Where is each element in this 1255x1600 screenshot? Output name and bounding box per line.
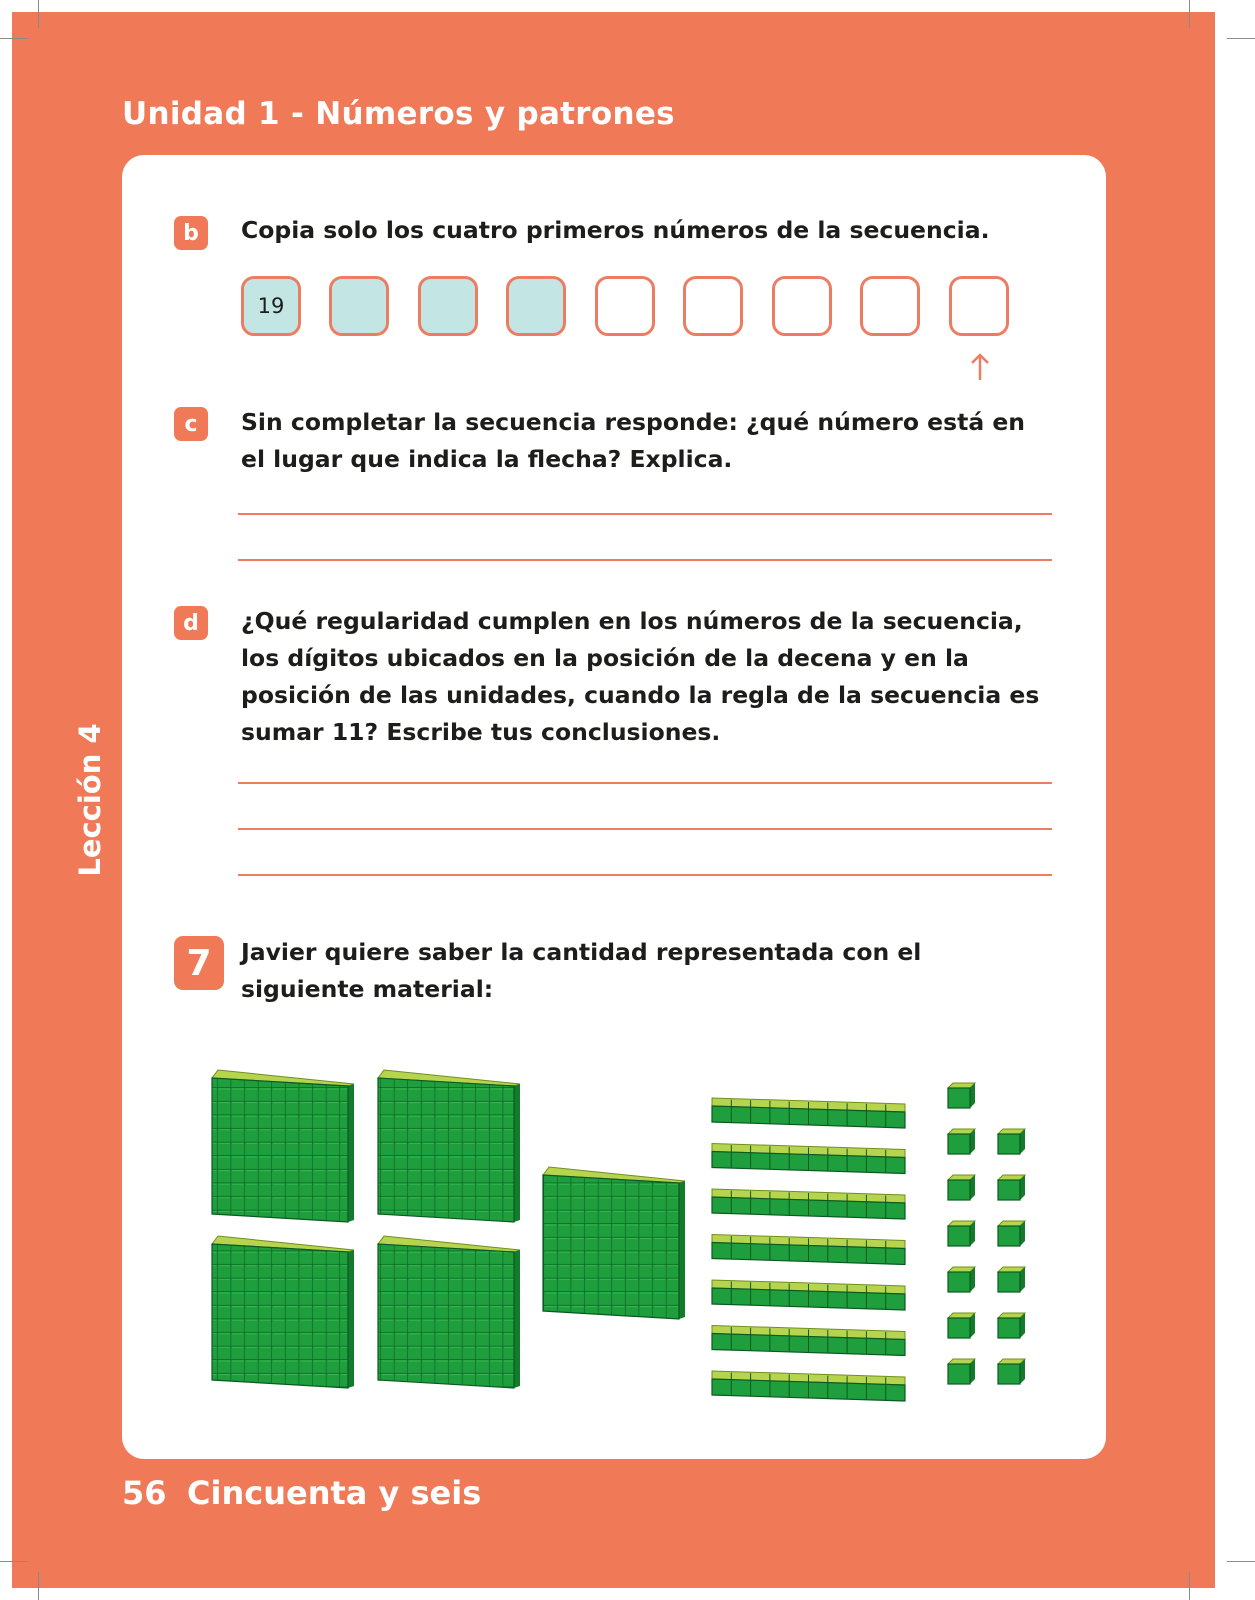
ten-rod bbox=[712, 1235, 905, 1265]
ten-rod bbox=[712, 1098, 905, 1128]
sequence-box-1[interactable]: 19 bbox=[241, 276, 301, 336]
hundred-flat bbox=[378, 1236, 520, 1388]
question-7-line-1: Javier quiere saber la cantidad representada con el bbox=[241, 938, 922, 966]
unit-cube bbox=[998, 1129, 1025, 1154]
unit-cube bbox=[948, 1359, 975, 1384]
unit-cube bbox=[948, 1267, 975, 1292]
unit-cube bbox=[998, 1267, 1025, 1292]
question-d-badge: d bbox=[174, 606, 208, 640]
question-c-line-1: Sin completar la secuencia responde: ¿qué número está en bbox=[241, 408, 1026, 436]
question-d-line-1: ¿Qué regularidad cumplen en los números de la secuencia, bbox=[241, 607, 1023, 635]
hundred-flat bbox=[543, 1167, 685, 1319]
hundred-flat bbox=[212, 1236, 354, 1388]
unit-cube bbox=[998, 1359, 1025, 1384]
unit-cube bbox=[948, 1129, 975, 1154]
unit-cube bbox=[948, 1221, 975, 1246]
question-7-badge: 7 bbox=[174, 936, 224, 990]
unit-cube bbox=[948, 1175, 975, 1200]
unit-cube bbox=[948, 1083, 975, 1108]
hundred-flat bbox=[378, 1070, 520, 1222]
unit-cube bbox=[998, 1175, 1025, 1200]
hundred-flat bbox=[212, 1070, 354, 1222]
question-b-text: Copia solo los cuatro primeros números de la secuencia. bbox=[241, 216, 990, 244]
ten-rod bbox=[712, 1189, 905, 1219]
page-number-words: Cincuenta y seis bbox=[187, 1474, 482, 1512]
ten-rod bbox=[712, 1326, 905, 1356]
page-number: 56 bbox=[122, 1474, 167, 1512]
unit-cube bbox=[998, 1221, 1025, 1246]
ten-rod bbox=[712, 1280, 905, 1310]
question-c-line-2: el lugar que indica la flecha? Explica. bbox=[241, 445, 733, 473]
question-b-badge: b bbox=[174, 216, 208, 250]
question-d-line-3: posición de las unidades, cuando la regla de la secuencia es bbox=[241, 681, 1040, 709]
unit-title: Unidad 1 - Números y patrones bbox=[122, 96, 675, 132]
unit-cube bbox=[948, 1313, 975, 1338]
ten-rod bbox=[712, 1371, 905, 1401]
question-d-line-2: los dígitos ubicados en la posición de la decena y en la bbox=[241, 644, 969, 672]
lesson-label: Lección 4 bbox=[73, 723, 107, 877]
unit-cube bbox=[998, 1313, 1025, 1338]
question-7-line-2: siguiente material: bbox=[241, 975, 494, 1003]
question-c-badge: c bbox=[174, 407, 208, 441]
question-d-line-4: sumar 11? Escribe tus conclusiones. bbox=[241, 718, 721, 746]
ten-rod bbox=[712, 1144, 905, 1174]
